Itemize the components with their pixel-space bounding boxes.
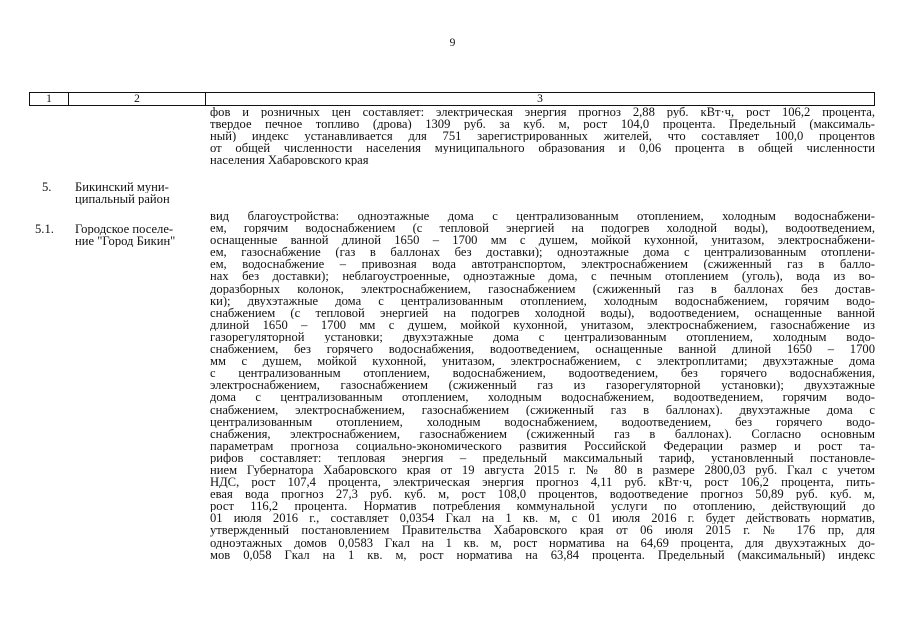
row-name-line: Городское поселе- xyxy=(75,223,174,236)
text-line: 01 июля 2016 г., составляет 0,0354 Гкал на 1 кв. м, с 01 июля 2016 г. будет действовать норматив, xyxy=(210,512,875,525)
text-line: ки); двухэтажные дома с централизованным отоплением, холодным водоснабжением, горячим водо- xyxy=(210,294,875,307)
text-line: ем, газоснабжение (газ в баллонах без доставки); одноэтажные дома с централизованным отоплени- xyxy=(210,246,875,259)
text-line: мов 0,058 Гкал на 1 кв. м, рост норматива на 63,84 процента. Предельный (максимальный) индекс xyxy=(210,548,875,561)
text-line: вид благоустройства: одноэтажные дома с централизованным отоплением, холодным водоснабжени- xyxy=(210,210,875,223)
text-line: рост 116,2 процента. Норматив потребления коммунальной услуги по отоплению, действующий до xyxy=(210,500,875,513)
main-text xyxy=(210,210,875,561)
text-line: снабжением, без горячего водоснабжения, водоотведением, оснащенные ванной длиной 1650 – 1700 xyxy=(210,343,875,356)
text-line: снабжением, электроснабжением, газоснабжением (сжиженный газ в баллонах). двухэтажные дома с xyxy=(210,403,875,416)
text-line: централизованным отоплением, холодным водоснабжением, водоотведением, без горячего водо- xyxy=(210,415,875,428)
row-number-5: 5. xyxy=(42,180,52,194)
row-name-line: ние "Город Бикин" xyxy=(75,235,176,248)
text-line: длиной 1650 – 1700 мм с душем, мойкой кухонной, унитазом, электроснабжением, газоснабжение из xyxy=(210,318,875,331)
text-line: одноэтажных домов 0,0583 Гкал на 1 кв. м, рост норматива на 64,69 процента, для двухэтажных до- xyxy=(210,536,875,549)
text-line: ный) индекс устанавливается для 751 зарегистрированных жителей, что составляет 100,0 процентов xyxy=(210,130,875,143)
text-line: с централизованным отоплением, водоснабжением, водоотведением, без горячего водоснабжения, xyxy=(210,367,875,380)
page-number: 9 xyxy=(449,37,456,49)
text-line: снабжения, электроснабжением, газоснабжением (сжиженный газ в баллонах). Согласно основным xyxy=(210,427,875,440)
text-line: от общей численности населения муниципального образования и 0,06 процента в общей численности xyxy=(210,142,875,155)
text-line: мм с душем, мойкой кухонной, унитазом, электроснабжением, с электроплитами; двухэтажные дома xyxy=(210,355,875,368)
text-line: электроснабжением, газоснабжением (сжиженный газ из газорегуляторной установки); двухэтажные xyxy=(210,379,875,392)
text-line: ем, горячим водоснабжением (с тепловой энергией на подогрев холодной воды), водоотведением, xyxy=(210,222,875,235)
table-header-col-1: 1 xyxy=(30,93,69,105)
row-name-line: ципальный район xyxy=(75,193,170,206)
text-line: нах без доставки); неблагоустроенные, одноэтажные дома, с печным отоплением (уголь), вода из во- xyxy=(210,270,875,283)
text-line: газорегуляторной установки; двухэтажные дома с централизованным отоплением, холодным водо- xyxy=(210,330,875,344)
text-line: НДС, рост 107,4 процента, электрическая энергия прогноз 4,11 руб. кВт·ч, рост 106,2 процента, пить- xyxy=(210,476,875,489)
text-line: доразборных колонок, электроснабжением, газоснабжением (сжиженный газ в баллонах без достав- xyxy=(210,282,875,295)
text-line: евая вода прогноз 27,3 руб. куб. м, рост 108,0 процентов, водоотведение прогноз 50,89 руб. куб. м, xyxy=(210,488,875,501)
text-line: ем, водоснабжение – привозная вода автотранспортом, электроснабжением (сжиженный газ в балло- xyxy=(210,258,875,271)
row-name-5 xyxy=(75,181,205,205)
text-line: утвержденный постановлением Правительства Хабаровского края от 06 июля 2015 г. № 176 пр, для xyxy=(210,524,875,537)
row-number-5-1: 5.1. xyxy=(35,222,54,236)
text-line: оснащенные ванной длиной 1650 – 1700 мм с душем, мойкой кухонной, унитазом, электроснабжени- xyxy=(210,234,875,247)
table-header-col-2: 2 xyxy=(69,93,206,105)
table-header-row xyxy=(29,92,875,106)
text-line: параметрам прогноза социально-экономического развития Российской Федерации размер и рост та- xyxy=(210,439,875,452)
text-line: нием Губернатора Хабаровского края от 19 августа 2015 г. № 80 в размере 2800,03 руб. Гкал с учетом xyxy=(210,463,875,477)
table-header-col-3: 3 xyxy=(537,93,543,105)
text-line: фов и розничных цен составляет: электрическая энергия прогноз 2,88 руб. кВт·ч, рост 106,2 процента, xyxy=(210,106,875,119)
text-line: снабжением (с тепловой энергией на подогрев холодной воды), водоотведением, оснащенные ванной xyxy=(210,306,875,319)
row-name-line: Бикинский муни- xyxy=(75,181,169,194)
text-line: рифов составляет: тепловая энергия – предельный максимальный тариф, установленный постановле- xyxy=(210,451,875,464)
text-line: твердое печное топливо (дрова) 1309 руб. за куб. м, рост 104,0 процента. Предельный (максималь- xyxy=(210,118,875,131)
continuation-text xyxy=(210,106,875,166)
row-name-5-1 xyxy=(75,223,205,247)
text-line: населения Хабаровского края xyxy=(210,154,369,167)
text-line: дома с централизованным отоплением, холодным водоснабжением, водоотведением, горячим водо- xyxy=(210,391,875,404)
